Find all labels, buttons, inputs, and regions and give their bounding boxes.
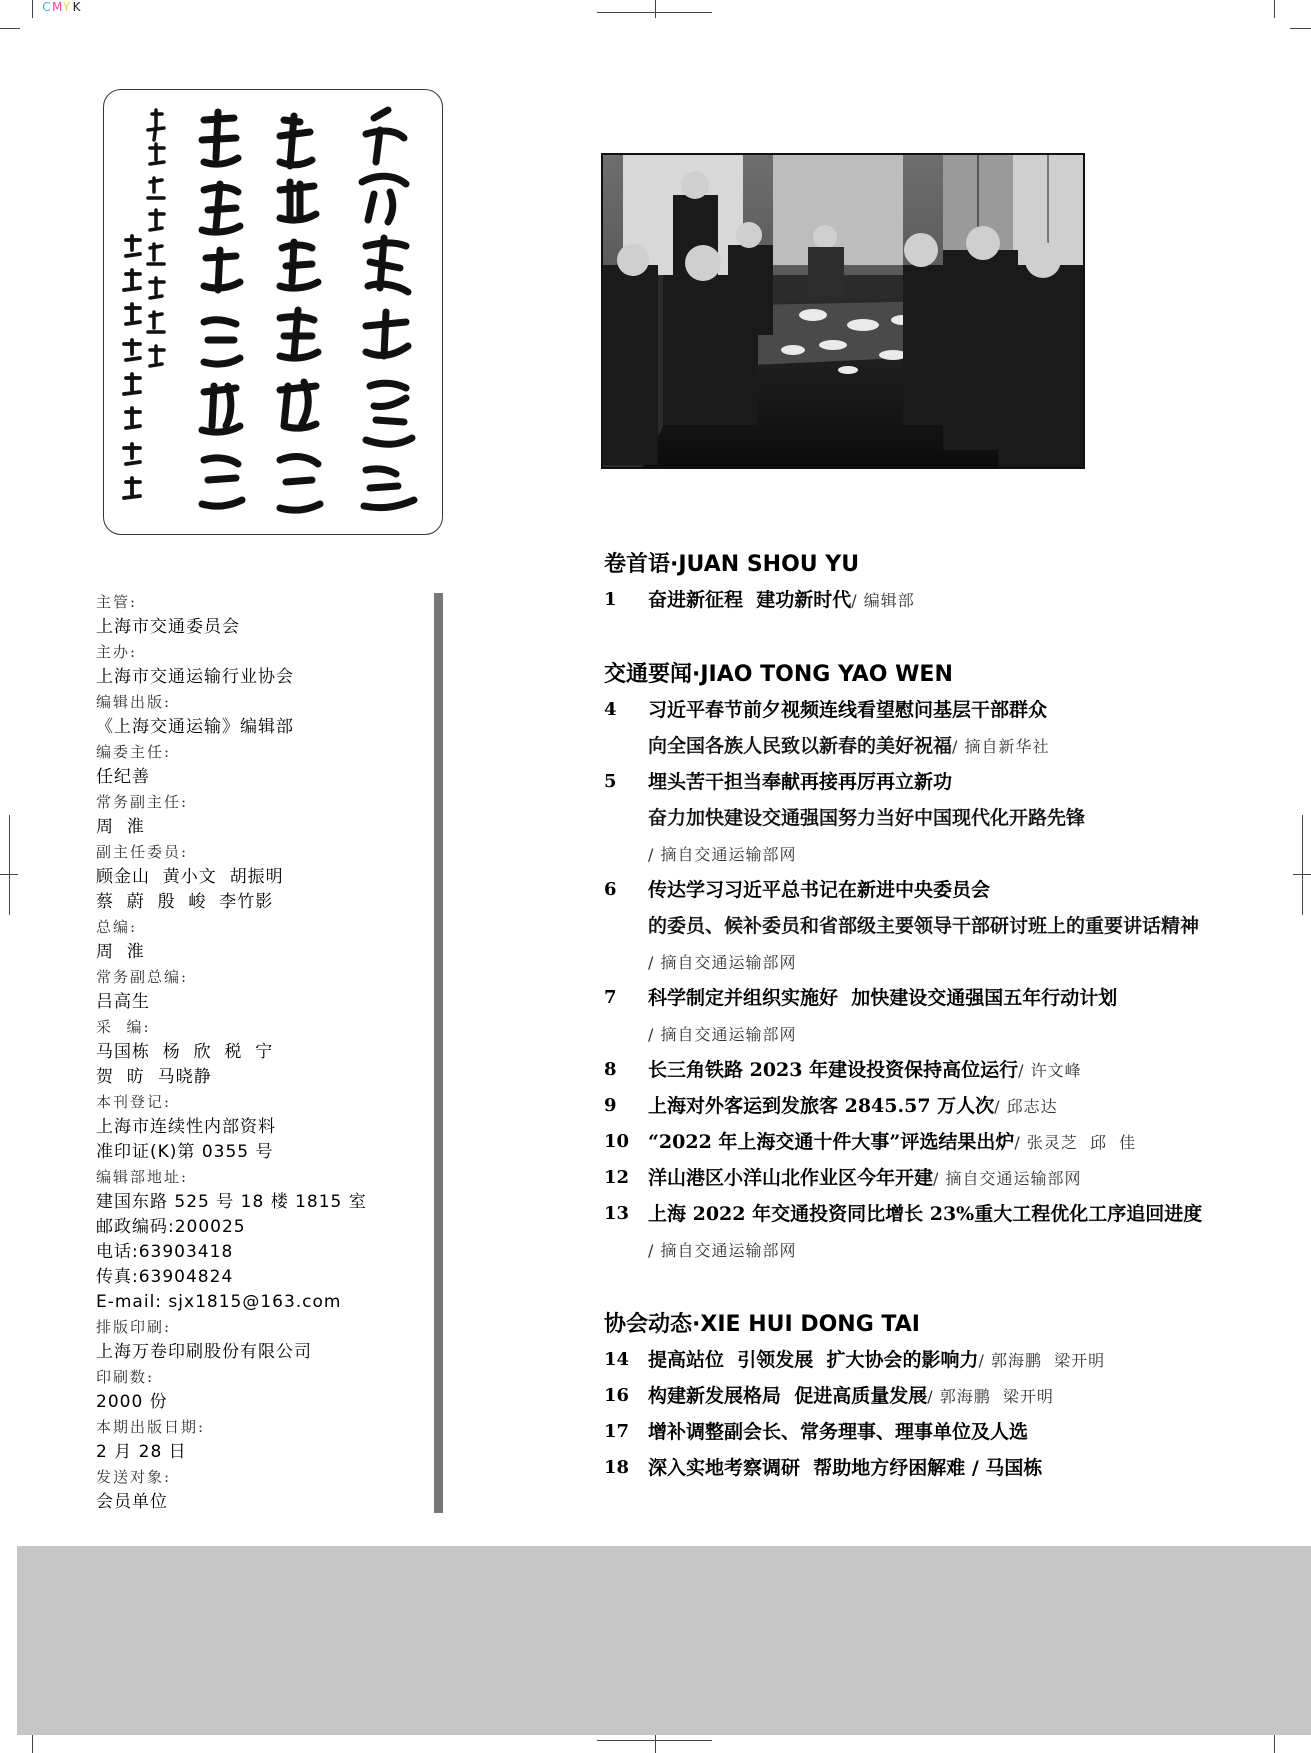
masthead-value: 上海市连续性内部资料 bbox=[96, 1117, 276, 1137]
section-heading: 卷首语·JUAN SHOU YU bbox=[604, 552, 860, 577]
masthead-value: 吕高生 bbox=[96, 992, 150, 1012]
toc-author: / 张灵芝 邱 佳 bbox=[1014, 1133, 1137, 1152]
table-of-contents bbox=[604, 548, 1254, 1486]
toc-author: / 邱志达 bbox=[994, 1097, 1058, 1116]
masthead-value: 马国栋 杨 欣 税 宁 bbox=[96, 1042, 274, 1062]
calligraphy-inscription bbox=[103, 89, 443, 535]
masthead-value: 上海市交通委员会 bbox=[96, 617, 240, 637]
toc-author: / 摘自交通运输部网 bbox=[648, 1241, 797, 1260]
masthead-value: 顾金山 黄小文 胡振明 bbox=[96, 867, 284, 887]
toc-item[interactable] bbox=[604, 1088, 1254, 1124]
masthead-label: 副主任委员: bbox=[96, 843, 189, 861]
masthead-label: 本刊登记: bbox=[96, 1093, 172, 1111]
toc-item-continuation[interactable] bbox=[604, 908, 1254, 944]
toc-item-continuation[interactable] bbox=[604, 1232, 1254, 1268]
toc-author: / 郭海鹏 梁开明 bbox=[927, 1387, 1054, 1406]
toc-item[interactable] bbox=[604, 1378, 1254, 1414]
masthead-value: 《上海交通运输》编辑部 bbox=[96, 717, 294, 737]
toc-item[interactable] bbox=[604, 1124, 1254, 1160]
toc-author: / 摘自交通运输部网 bbox=[648, 953, 797, 972]
masthead-value: 上海市交通运输行业协会 bbox=[96, 667, 294, 687]
masthead bbox=[96, 590, 426, 1515]
toc-item[interactable] bbox=[604, 872, 1254, 908]
meeting-photo-art bbox=[603, 155, 1083, 467]
cmyk-k: K bbox=[72, 0, 82, 14]
cmyk-m: M bbox=[52, 0, 64, 14]
toc-item[interactable] bbox=[604, 1052, 1254, 1088]
crop-mark bbox=[32, 1735, 33, 1753]
masthead-label: 常务副主任: bbox=[96, 793, 189, 811]
toc-title: 习近平春节前夕视频连线看望慰问基层干部群众 bbox=[648, 699, 1048, 721]
toc-item-continuation[interactable] bbox=[604, 1016, 1254, 1052]
cmyk-color-bar bbox=[42, 0, 82, 14]
toc-title: 上海对外客运到发旅客 2845.57 万人次 bbox=[648, 1095, 995, 1117]
crop-mark bbox=[655, 0, 656, 18]
masthead-value: 电话:63903418 bbox=[96, 1242, 234, 1262]
toc-item-continuation[interactable] bbox=[604, 944, 1254, 980]
meeting-photo bbox=[601, 153, 1085, 469]
crop-mark bbox=[655, 1735, 656, 1753]
crop-mark bbox=[1290, 28, 1311, 29]
page-number: 12 bbox=[604, 1167, 630, 1188]
toc-title: 埋头苦干担当奉献再接再厉再立新功 bbox=[648, 771, 953, 793]
toc-author: / 摘自新华社 bbox=[952, 737, 1050, 756]
crop-mark bbox=[1302, 815, 1303, 915]
masthead-value: E-mail: sjx1815@163.com bbox=[96, 1292, 342, 1312]
cmyk-y: Y bbox=[62, 0, 72, 14]
toc-item[interactable] bbox=[604, 1414, 1254, 1450]
page-number: 5 bbox=[604, 771, 617, 792]
cmyk-c: C bbox=[42, 0, 52, 14]
page-number: 13 bbox=[604, 1203, 630, 1224]
toc-item[interactable] bbox=[604, 692, 1254, 728]
page-number: 7 bbox=[604, 987, 617, 1008]
masthead-value: 准印证(K)第 0355 号 bbox=[96, 1142, 274, 1162]
page-number: 18 bbox=[604, 1457, 630, 1478]
toc-item-continuation[interactable] bbox=[604, 728, 1254, 764]
toc-item[interactable] bbox=[604, 1450, 1254, 1486]
masthead-label: 发送对象: bbox=[96, 1468, 172, 1486]
masthead-label: 本期出版日期: bbox=[96, 1418, 206, 1436]
masthead-value: 邮政编码:200025 bbox=[96, 1217, 246, 1237]
masthead-value: 传真:63904824 bbox=[96, 1267, 234, 1287]
masthead-value: 贺 昉 马晓静 bbox=[96, 1067, 212, 1087]
toc-item-continuation[interactable] bbox=[604, 800, 1254, 836]
toc-title: 增补调整副会长、常务理事、理事单位及人选 bbox=[648, 1421, 1029, 1443]
page-number: 17 bbox=[604, 1421, 630, 1442]
toc-title: 洋山港区小洋山北作业区今年开建 bbox=[648, 1167, 934, 1189]
toc-title: 深入实地考察调研 帮助地方纾困解难 / 马国栋 bbox=[648, 1457, 1043, 1479]
crop-mark bbox=[9, 815, 10, 915]
toc-title: 奋力加快建设交通强国努力当好中国现代化开路先锋 bbox=[648, 807, 1086, 829]
masthead-value: 会员单位 bbox=[96, 1492, 168, 1512]
toc-title: 长三角铁路 2023 年建设投资保持高位运行 bbox=[648, 1059, 1019, 1081]
toc-item[interactable] bbox=[604, 582, 1254, 618]
toc-item[interactable] bbox=[604, 980, 1254, 1016]
masthead-divider-bar bbox=[434, 593, 443, 1513]
page-number: 9 bbox=[604, 1095, 617, 1116]
masthead-label: 印刷数: bbox=[96, 1368, 155, 1386]
calligraphy-artwork bbox=[104, 90, 442, 534]
page-number: 14 bbox=[604, 1349, 630, 1370]
masthead-label: 编辑出版: bbox=[96, 693, 172, 711]
page-number: 16 bbox=[604, 1385, 630, 1406]
toc-item-continuation[interactable] bbox=[604, 836, 1254, 872]
toc-title: 传达学习习近平总书记在新进中央委员会 bbox=[648, 879, 991, 901]
toc-title: 向全国各族人民致以新春的美好祝福 bbox=[648, 735, 953, 757]
masthead-label: 采 编: bbox=[96, 1018, 151, 1036]
toc-item[interactable] bbox=[604, 1160, 1254, 1196]
masthead-value: 建国东路 525 号 18 楼 1815 室 bbox=[96, 1192, 367, 1212]
page-number: 8 bbox=[604, 1059, 617, 1080]
masthead-value: 任纪善 bbox=[96, 767, 150, 787]
masthead-label: 主办: bbox=[96, 643, 138, 661]
toc-author: / 郭海鹏 梁开明 bbox=[978, 1351, 1106, 1370]
crop-mark bbox=[0, 28, 20, 29]
toc-author: / 摘自交通运输部网 bbox=[648, 1025, 797, 1044]
page-number: 4 bbox=[604, 699, 617, 720]
masthead-label: 总编: bbox=[96, 918, 138, 936]
toc-author: / 摘自交通运输部网 bbox=[933, 1169, 1082, 1188]
toc-title: 科学制定并组织实施好 加快建设交通强国五年行动计划 bbox=[648, 987, 1118, 1009]
toc-title: 的委员、候补委员和省部级主要领导干部研讨班上的重要讲话精神 bbox=[648, 915, 1200, 937]
masthead-value: 上海万卷印刷股份有限公司 bbox=[96, 1342, 312, 1362]
toc-title: “2022 年上海交通十件大事”评选结果出炉 bbox=[648, 1131, 1015, 1153]
toc-author: / 许文峰 bbox=[1018, 1061, 1082, 1080]
toc-item[interactable] bbox=[604, 1342, 1254, 1378]
masthead-label: 主管: bbox=[96, 593, 138, 611]
toc-title: 上海 2022 年交通投资同比增长 23%重大工程优化工序追回进度 bbox=[648, 1203, 1203, 1225]
toc-author: / 摘自交通运输部网 bbox=[648, 845, 797, 864]
masthead-value: 周 淮 bbox=[96, 817, 145, 837]
masthead-label: 常务副总编: bbox=[96, 968, 189, 986]
page-number: 1 bbox=[604, 589, 617, 610]
masthead-value: 周 淮 bbox=[96, 942, 145, 962]
section-heading: 交通要闻·JIAO TONG YAO WEN bbox=[604, 662, 953, 687]
toc-item[interactable] bbox=[604, 1196, 1254, 1232]
masthead-label: 排版印刷: bbox=[96, 1318, 172, 1336]
crop-mark bbox=[32, 0, 33, 18]
toc-title: 奋进新征程 建功新时代 bbox=[648, 589, 852, 611]
toc-title: 构建新发展格局 促进高质量发展 bbox=[648, 1385, 928, 1407]
toc-author: / 编辑部 bbox=[851, 591, 915, 610]
masthead-value: 2 月 28 日 bbox=[96, 1442, 187, 1462]
section-heading: 协会动态·XIE HUI DONG TAI bbox=[604, 1312, 920, 1337]
masthead-label: 编辑部地址: bbox=[96, 1168, 189, 1186]
crop-mark bbox=[1274, 1735, 1275, 1753]
footer-gray-band bbox=[17, 1546, 1311, 1735]
toc-title: 提高站位 引领发展 扩大协会的影响力 bbox=[648, 1349, 979, 1371]
toc-item[interactable] bbox=[604, 764, 1254, 800]
masthead-label: 编委主任: bbox=[96, 743, 172, 761]
masthead-value: 2000 份 bbox=[96, 1392, 168, 1412]
page-number: 10 bbox=[604, 1131, 630, 1152]
page-number: 6 bbox=[604, 879, 617, 900]
crop-mark bbox=[1274, 0, 1275, 18]
masthead-value: 蔡 蔚 殷 峻 李竹影 bbox=[96, 892, 274, 912]
